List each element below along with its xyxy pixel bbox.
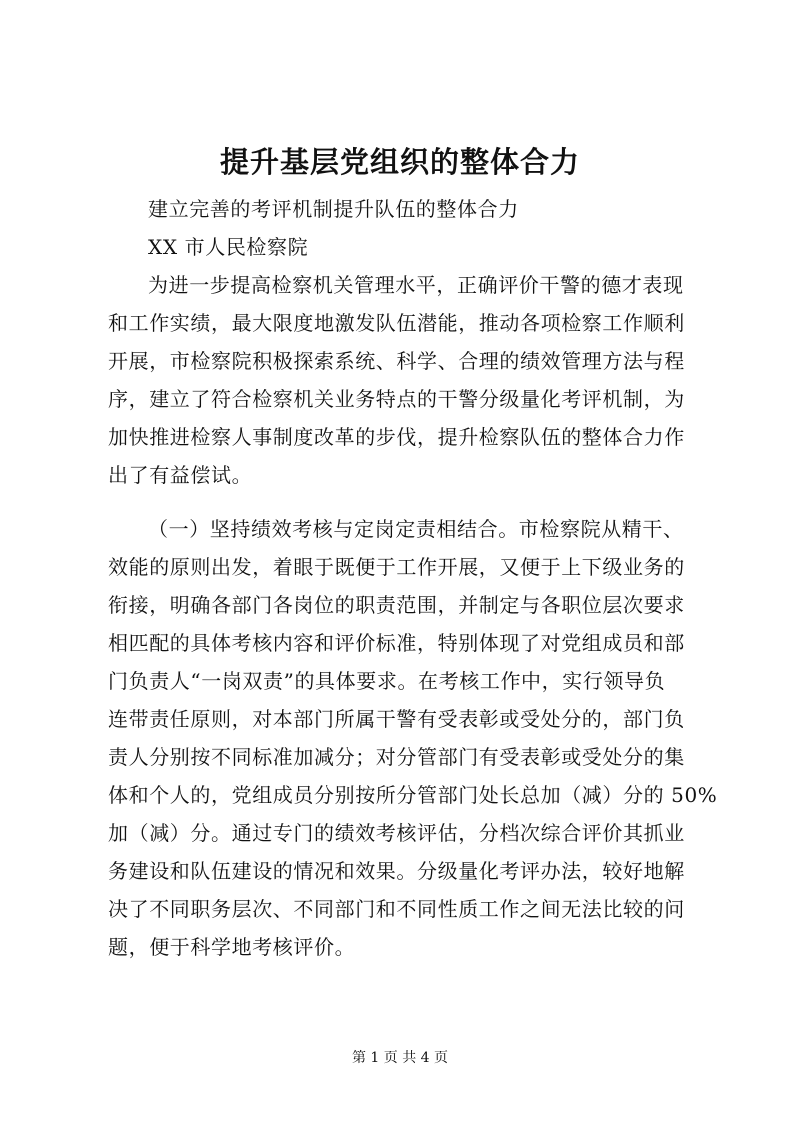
- document-subtitle: 建立完善的考评机制提升队伍的整体合力: [148, 197, 519, 221]
- paragraph-2-line-5: 门负责人“一岗双责”的具体要求。在考核工作中，实行领导负: [108, 669, 666, 693]
- paragraph-1-line-6: 出了有益偿试。: [108, 463, 253, 487]
- paragraph-1-line-3: 开展，市检察院积极探索系统、科学、合理的绩效管理方法与程: [108, 349, 685, 373]
- paragraph-2-line-2: 效能的原则出发，着眼于既便于工作开展，又便于上下级业务的: [108, 555, 685, 579]
- organization-name: XX 市人民检察院: [148, 235, 309, 259]
- paragraph-2-line-1: （一）坚持绩效考核与定岗定责相结合。市检察院从精干、: [148, 517, 684, 541]
- document-title: 提升基层党组织的整体合力: [219, 145, 580, 179]
- paragraph-2-line-7: 责人分别按不同标准加减分；对分管部门有受表彰或受处分的集: [108, 745, 685, 769]
- paragraph-2-line-4: 相匹配的具体考核内容和评价标准，特别体现了对党组成员和部: [108, 631, 685, 655]
- paragraph-2-line-10: 务建设和队伍建设的情况和效果。分级量化考评办法，较好地解: [108, 859, 685, 883]
- paragraph-2-line-11: 决了不同职务层次、不同部门和不同性质工作之间无法比较的问: [108, 897, 685, 921]
- paragraph-2-line-6: 连带责任原则，对本部门所属干警有受表彰或受处分的，部门负: [108, 707, 685, 731]
- page-number-footer: 第 1 页 共 4 页: [351, 1050, 449, 1066]
- paragraph-1-line-2: 和工作实绩，最大限度地激发队伍潜能，推动各项检察工作顺利: [108, 311, 685, 335]
- paragraph-2-line-9: 加（减）分。通过专门的绩效考核评估，分档次综合评价其抓业: [108, 821, 685, 845]
- paragraph-2-line-8: 体和个人的，党组成员分别按所分管部门处长总加（减）分的 50%: [108, 783, 718, 807]
- paragraph-1-line-4: 序，建立了符合检察机关业务特点的干警分级量化考评机制，为: [108, 387, 685, 411]
- paragraph-1-line-5: 加快推进检察人事制度改革的步伐，提升检察队伍的整体合力作: [108, 425, 685, 449]
- paragraph-1-line-1: 为进一步提高检察机关管理水平，正确评价干警的德才表现: [148, 273, 684, 297]
- paragraph-2-line-12: 题，便于科学地考核评价。: [108, 935, 356, 959]
- paragraph-2-line-3: 衔接，明确各部门各岗位的职责范围，并制定与各职位层次要求: [108, 593, 685, 617]
